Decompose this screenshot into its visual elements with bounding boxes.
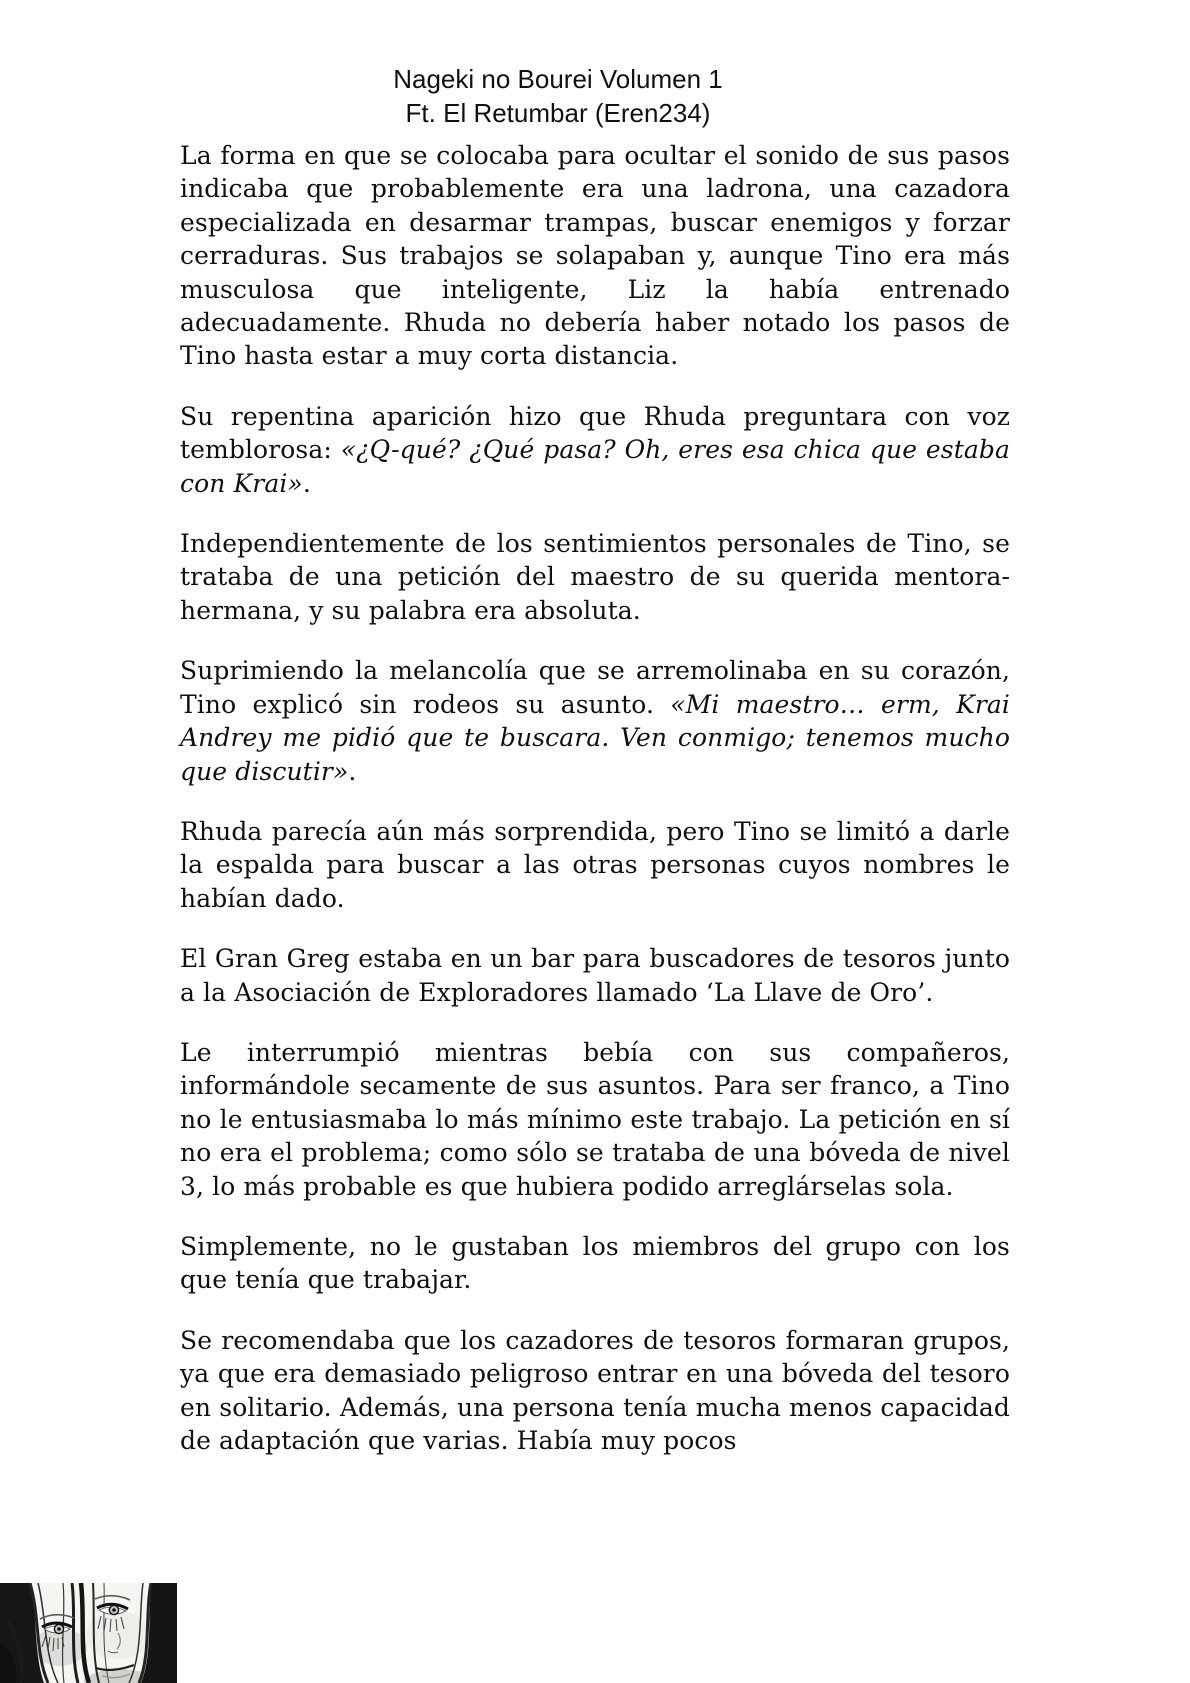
paragraph	[180, 400, 1010, 500]
paragraph	[180, 1324, 1010, 1458]
document-header	[180, 0, 936, 130]
paragraph	[180, 1036, 1010, 1203]
paragraph	[180, 654, 1010, 788]
narrative-text: Simplemente, no le gustaban los miembros del grupo con los que tenía que trabajar.	[180, 1231, 1010, 1295]
document-title: Nageki no Bourei Volumen 1	[393, 64, 723, 94]
paragraph	[180, 527, 1010, 627]
quoted-dialogue: «¿Q-qué? ¿Qué pasa? Oh, eres esa chica que estaba con Krai»	[180, 435, 1010, 498]
manga-face-image	[0, 1583, 177, 1683]
narrative-text: El Gran Greg estaba en un bar para buscadores de tesoros junto a la Asociación de Exploradores llamado ‘La Llave de Oro’.	[180, 944, 1010, 1007]
narrative-text: .	[302, 468, 311, 498]
narrative-text: Rhuda parecía aún más sorprendida, pero Tino se limitó a darle la espalda para buscar a las otras personas cuyos nombres le habían dado.	[180, 816, 1010, 913]
narrative-text: Su repentina aparición hizo que Rhuda preguntara con voz temblorosa:	[180, 401, 1010, 465]
narrative-text: Le interrumpió mientras bebía con sus compañeros, informándole secamente de sus asuntos. Para ser franco, a Tino no le entusiasmaba lo más mínimo este trabajo. La petición en sí no era el problema; como sólo se trataba de una bóveda de nivel 3, lo más probable es que hubiera podido arreglárselas sola.	[180, 1037, 1010, 1201]
paragraph	[180, 942, 1010, 1009]
paragraph	[180, 139, 1010, 373]
narrative-text: La forma en que se colocaba para ocultar el sonido de sus pasos indicaba que probablemente era una ladrona, una cazadora especializada en desarmar trampas, buscar enemigos y forzar cerraduras. Sus trabajos se solapaban y, aunque Tino era más musculosa que inteligente, Liz la había entrenado adecuadamente. Rhuda no debería haber notado los pasos de Tino hasta estar a muy corta distancia.	[180, 141, 1010, 371]
narrative-text: Independientemente de los sentimientos personales de Tino, se trataba de una petición del maestro de su querida mentora-hermana, y su palabra era absoluta.	[180, 529, 1010, 625]
narrative-text: .	[348, 756, 357, 786]
document-subtitle: Ft. El Retumbar (Eren234)	[405, 98, 711, 128]
paragraph	[180, 815, 1010, 915]
narrative-text: Se recomendaba que los cazadores de tesoros formaran grupos, ya que era demasiado peligroso entrar en una bóveda del tesoro en solitario. Además, una persona tenía mucha menos capacidad de adaptación que varias. Había muy pocos	[180, 1325, 1010, 1455]
narrative-text: Suprimiendo la melancolía que se arremolinaba en su corazón, Tino explicó sin rodeos su asunto.	[180, 656, 1010, 719]
body-text	[180, 139, 1010, 1457]
quoted-dialogue: «Mi maestro… erm, Krai Andrey me pidió que te buscara. Ven conmigo; tenemos mucho que discutir»	[180, 689, 1010, 786]
paragraph	[180, 1230, 1010, 1297]
